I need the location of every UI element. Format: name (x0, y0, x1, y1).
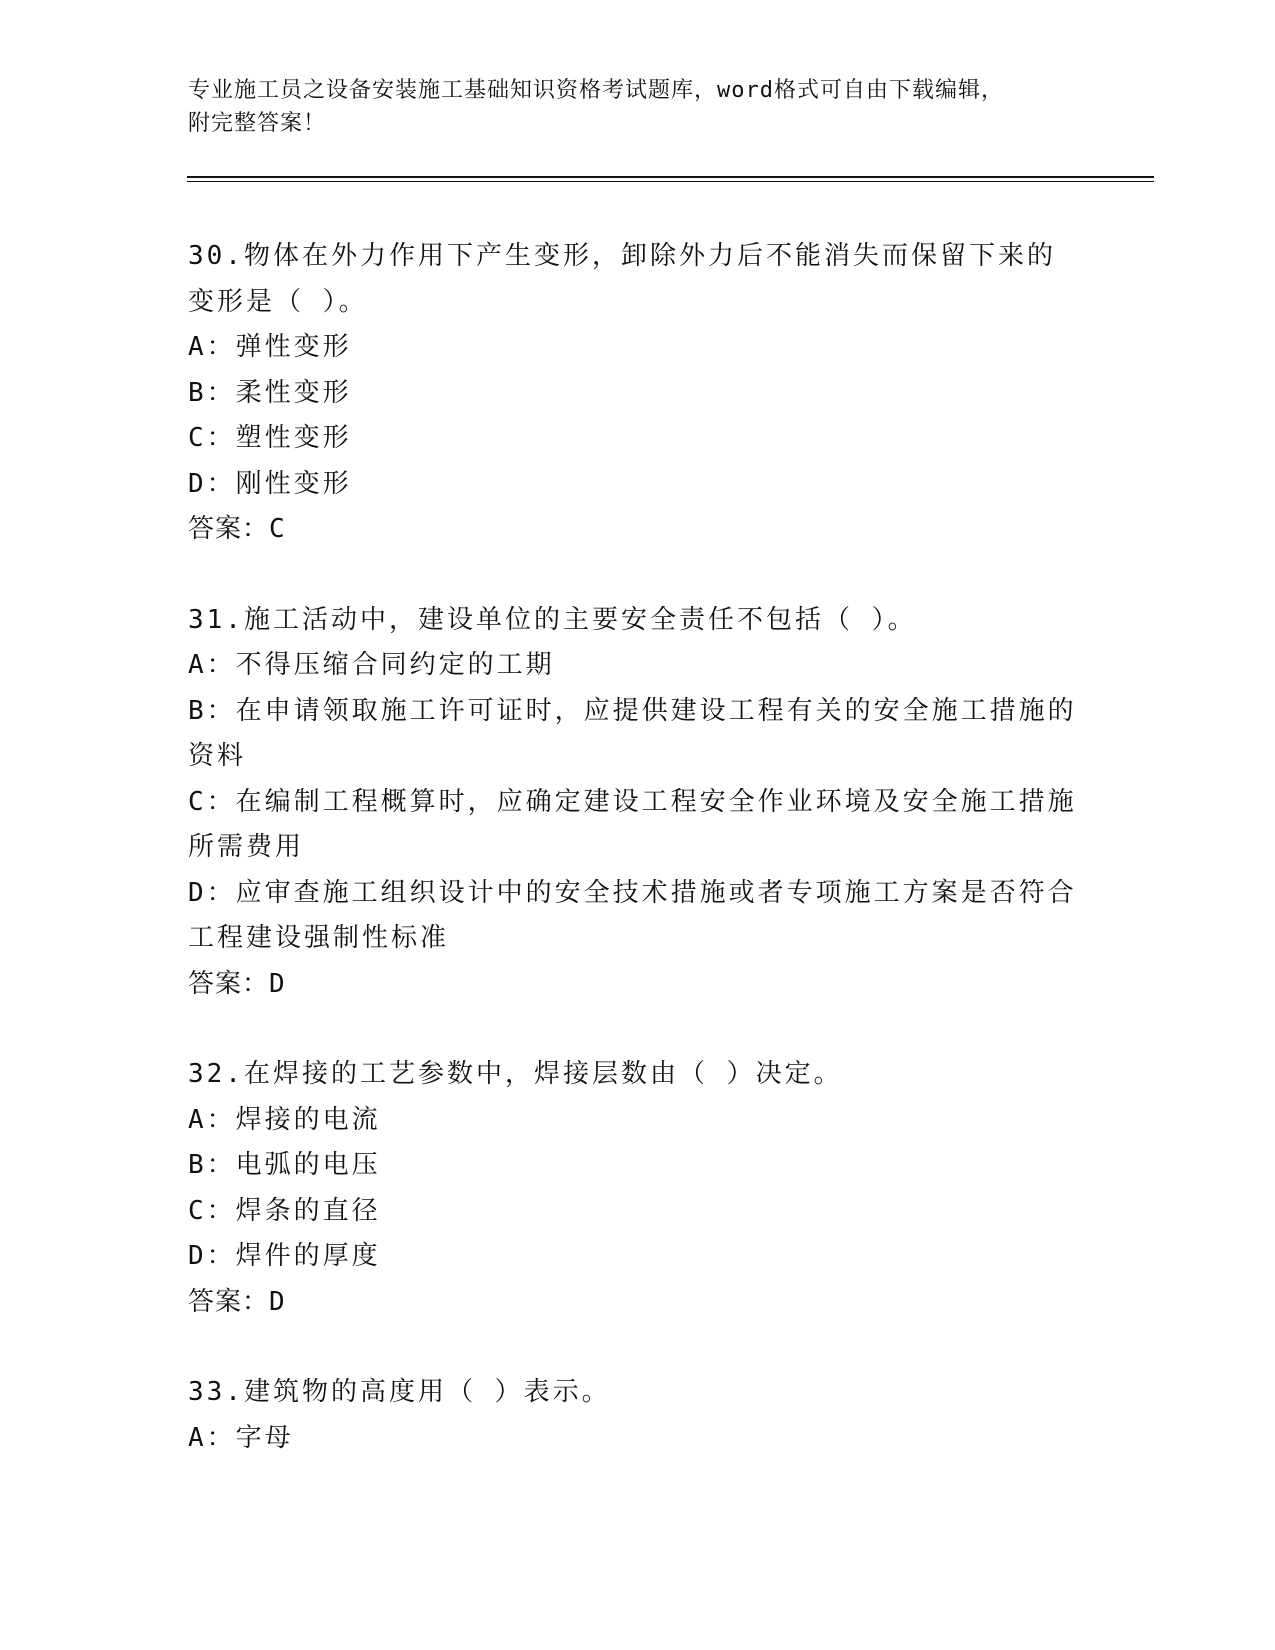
option-d: D：应审查施工组织设计中的安全技术措施或者专项施工方案是否符合工程建设强制性标准 (188, 877, 1077, 953)
document-header (188, 74, 1068, 140)
question-text: 32.在焊接的工艺参数中，焊接层数由（ ）决定。 (188, 1059, 843, 1089)
header-divider-thin (187, 181, 1154, 182)
option-b: B：在申请领取施工许可证时，应提供建设工程有关的安全施工措施的资料 (188, 695, 1077, 771)
answer-label: 答案：D (188, 1286, 286, 1317)
question-text: 30.物体在外力作用下产生变形，卸除外力后不能消失而保留下来的变形是（ ）。 (188, 241, 1056, 317)
option-a: A：弹性变形 (188, 332, 352, 362)
option-c: C：焊条的直径 (188, 1195, 381, 1226)
option-d: D：刚性变形 (188, 468, 352, 499)
question-text: 33.建筑物的高度用（ ）表示。 (188, 1377, 611, 1407)
option-c: C：塑性变形 (188, 423, 352, 453)
option-b: B：柔性变形 (188, 377, 352, 408)
question-31 (188, 598, 1088, 1008)
answer-label: 答案：D (188, 968, 286, 999)
question-30 (188, 234, 1088, 553)
header-line-1: 专业施工员之设备安装施工基础知识资格考试题库，word格式可自由下载编辑， (188, 78, 1004, 103)
header-line-2: 附完整答案！ (188, 111, 327, 136)
question-32 (188, 1052, 1088, 1325)
option-a: A：字母 (188, 1422, 294, 1453)
question-list (188, 234, 1088, 1506)
question-text: 31.施工活动中，建设单位的主要安全责任不包括（ ）。 (188, 604, 917, 635)
answer-label: 答案：C (188, 514, 286, 544)
option-a: A：不得压缩合同约定的工期 (188, 650, 555, 680)
option-b: B：电弧的电压 (188, 1150, 381, 1180)
option-d: D：焊件的厚度 (188, 1241, 381, 1271)
option-c: C：在编制工程概算时，应确定建设工程安全作业环境及安全施工措施所需费用 (188, 786, 1077, 862)
option-a: A：焊接的电流 (188, 1104, 381, 1135)
header-divider-thick (187, 176, 1154, 178)
question-33 (188, 1370, 1088, 1461)
